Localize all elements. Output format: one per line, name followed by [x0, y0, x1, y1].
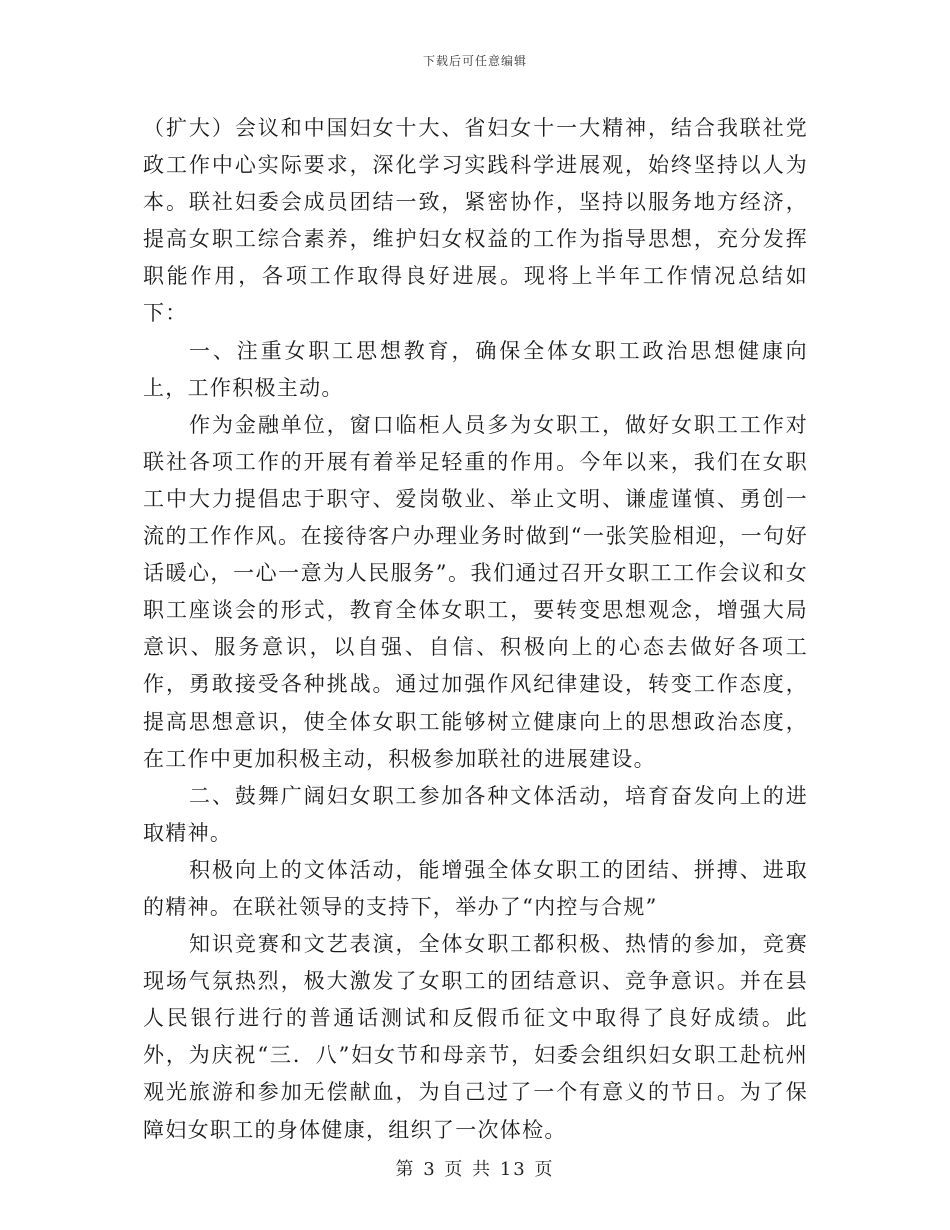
paragraph-section-1: 作为金融单位，窗口临柜人员多为女职工，做好女职工工作对联社各项工作的开展有着举足轻重的作用。今年以来，我们在女职工中大力提倡忠于职守、爱岗敬业、举止文明、谦虚谨慎、勇创一流的工作作风。在接待客户办理业务时做到“一张笑脸相迎，一句好话暖心，一心一意为人民服务”。我们通过召开女职工工作会议和女职工座谈会的形式，教育全体女职工，要转变思想观念，增强大局意识、服务意识，以自强、自信、积极向上的心态去做好各项工作，勇敢接受各种挑战。通过加强作风纪律建设，转变工作态度，提高思想意识，使全体女职工能够树立健康向上的思想政治态度，在工作中更加积极主动，积极参加联社的进展建设。: [143, 412, 808, 771]
section-heading-2: 二、鼓舞广阔妇女职工参加各种文体活动，培育奋发向上的进取精神。: [143, 783, 808, 845]
document-body: [143, 110, 808, 1149]
section-heading-1: 一、注重女职工思想教育，确保全体女职工政治思想健康向上，工作积极主动。: [143, 338, 808, 400]
paragraph-section-2b: 知识竞赛和文艺表演，全体女职工都积极、热情的参加，竞赛现场气氛热烈，极大激发了女职工的团结意识、竞争意识。并在县人民银行进行的普通话测试和反假币征文中取得了良好成绩。此外，为庆祝“三．八”妇女节和母亲节，妇委会组织妇女职工赴杭州观光旅游和参加无偿献血，为自己过了一个有意义的节日。为了保障妇女职工的身体健康，组织了一次体检。: [143, 932, 808, 1142]
paragraph-intro: （扩大）会议和中国妇女十大、省妇女十一大精神，结合我联社党政工作中心实际要求，深化学习实践科学进展观，始终坚持以人为本。联社妇委会成员团结一致，紧密协作，坚持以服务地方经济，提高女职工综合素养，维护妇女权益的工作为指导思想，充分发挥职能作用，各项工作取得良好进展。现将上半年工作情况总结如下：: [143, 116, 808, 326]
page-number-footer: 第 3 页 共 13 页: [395, 1159, 555, 1180]
page-header-note: 下载后可任意编辑: [422, 54, 527, 68]
paragraph-section-2a: 积极向上的文体活动，能增强全体女职工的团结、拼搏、进取的精神。在联社领导的支持下，举办了“内控与合规”: [143, 857, 808, 919]
